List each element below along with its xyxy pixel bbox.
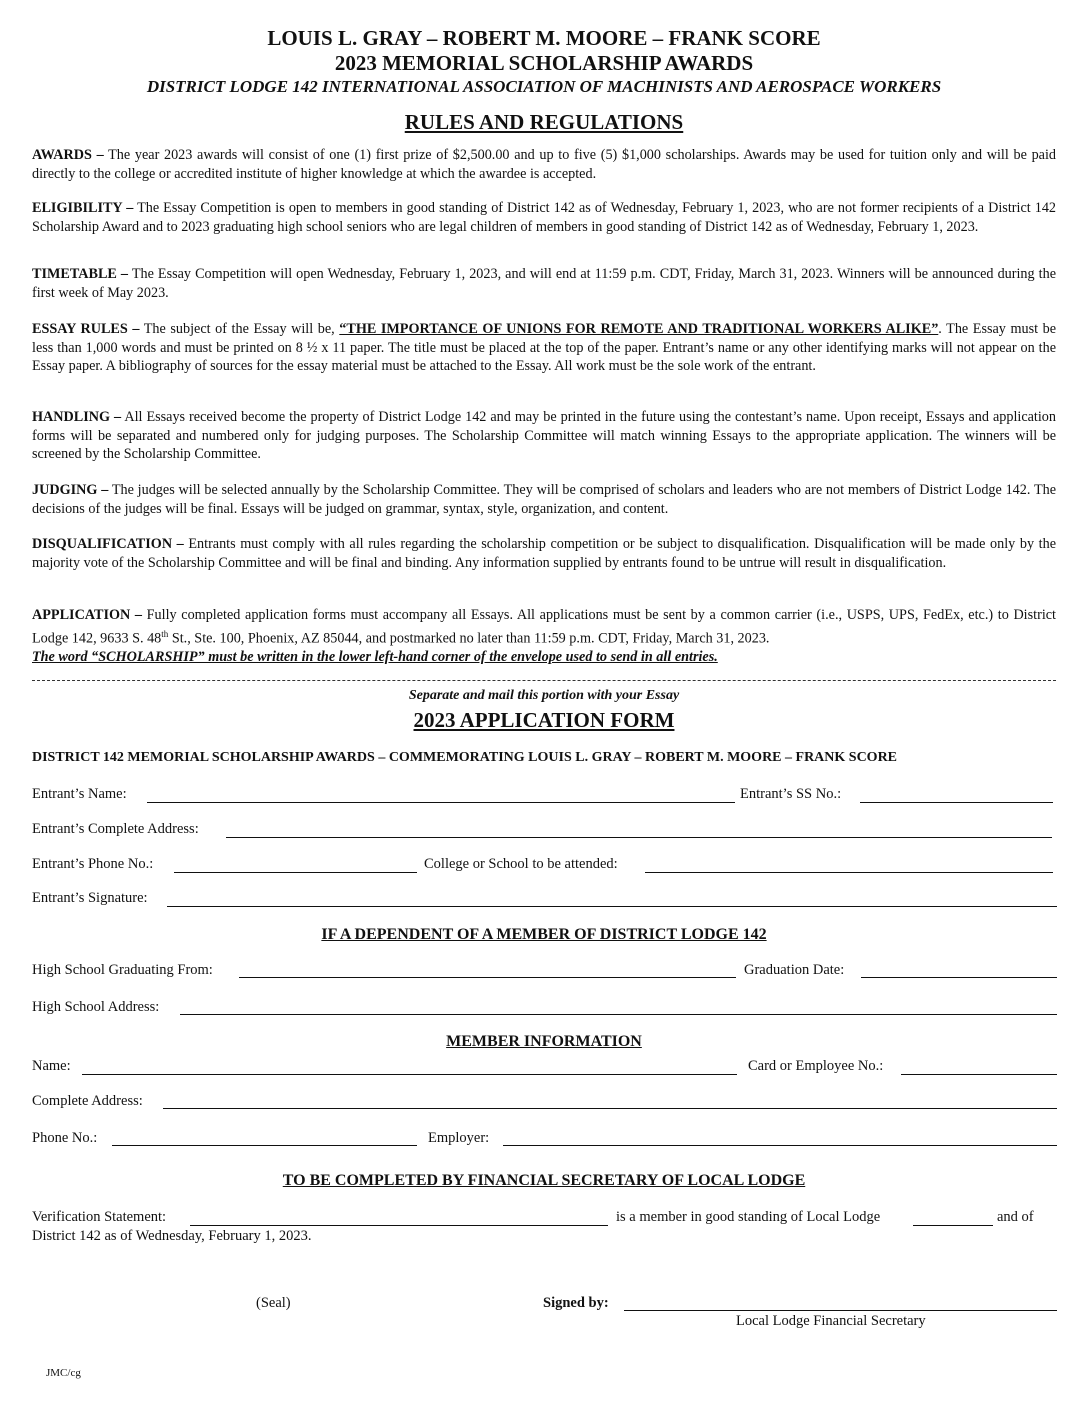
college-field[interactable] [645, 872, 1053, 873]
essay-subject: “THE IMPORTANCE OF UNIONS FOR REMOTE AND TRADITIONAL WORKERS ALIKE” [339, 321, 939, 337]
rule-text: . The Essay must be less than 1,000 words and must be printed on 8 ½ x 11 paper. The title must be placed at the top of the paper. Entrant’s name or any other identifying marks will not appear on the Essay paper. A bibliography of sources for the essay material must be attached to the Essay. All work must be the sole work of the entrant. [32, 321, 1057, 375]
application-form-subtitle: DISTRICT 142 MEMORIAL SCHOLARSHIP AWARDS – COMMEMORATING LOUIS L. GRAY – ROBERT M. MOORE – FRANK SCORE [32, 750, 898, 765]
rule-label: AWARDS – [32, 147, 104, 163]
rule-text: The judges will be selected annually by the Scholarship Committee. They will be comprised of scholars and leaders who are not members of District Lodge 142. The decisions of the judges will be final. Essays will be judged on grammar, syntax, style, organization, and content. [32, 482, 1056, 517]
rule-label: DISQUALIFICATION – [32, 536, 184, 552]
dependent-heading: IF A DEPENDENT OF A MEMBER OF DISTRICT LODGE 142 [321, 926, 767, 943]
rule-label: TIMETABLE – [32, 266, 129, 282]
local-lodge-field[interactable] [913, 1225, 993, 1226]
rule-label: ESSAY RULES – [32, 321, 140, 337]
hs-address-field[interactable] [180, 1014, 1057, 1015]
entrant-ss-label: Entrant’s SS No.: [740, 786, 842, 802]
hs-from-field[interactable] [239, 977, 736, 978]
member-phone-field[interactable] [112, 1145, 417, 1146]
entrant-name-label: Entrant’s Name: [32, 786, 127, 802]
financial-secretary-heading: TO BE COMPLETED BY FINANCIAL SECRETARY OF LOCAL LODGE [282, 1172, 806, 1189]
header-names: LOUIS L. GRAY – ROBERT M. MOORE – FRANK SCORE [267, 26, 821, 50]
rule-eligibility [32, 199, 1056, 236]
member-address-label: Complete Address: [32, 1093, 143, 1109]
rules-title: RULES AND REGULATIONS [404, 110, 684, 134]
rule-awards [32, 146, 1056, 183]
card-no-label: Card or Employee No.: [748, 1058, 884, 1074]
separate-note: Separate and mail this portion with your Essay [408, 688, 680, 703]
rule-label: ELIGIBILITY – [32, 200, 134, 216]
rule-timetable [32, 265, 1056, 302]
entrant-phone-label: Entrant’s Phone No.: [32, 856, 154, 872]
entrant-signature-label: Entrant’s Signature: [32, 890, 148, 906]
rule-label: HANDLING – [32, 409, 122, 425]
superscript: th [161, 628, 169, 639]
member-name-label: Name: [32, 1058, 71, 1074]
verification-label: Verification Statement: [32, 1209, 167, 1225]
employer-field[interactable] [503, 1145, 1057, 1146]
and-of-text: and of [997, 1209, 1034, 1225]
rule-text: The subject of the Essay will be, [139, 321, 340, 337]
entrant-phone-field[interactable] [174, 872, 417, 873]
entrant-ss-field[interactable] [860, 802, 1053, 803]
rule-judging [32, 481, 1056, 518]
signed-by-label: Signed by: [543, 1295, 609, 1311]
rule-label: APPLICATION – [32, 607, 143, 623]
application-form-title: 2023 APPLICATION FORM [413, 708, 675, 732]
entrant-address-label: Entrant’s Complete Address: [32, 821, 199, 837]
rule-essay [32, 320, 1056, 376]
entrant-signature-field[interactable] [167, 906, 1057, 907]
member-phone-label: Phone No.: [32, 1130, 98, 1146]
signature-field[interactable] [624, 1310, 1057, 1311]
cut-line-divider [32, 680, 1056, 681]
envelope-note: The word “SCHOLARSHIP” must be written in the lower left-hand corner of the envelope used to send in all entries. [32, 648, 718, 665]
rule-application [32, 606, 1056, 667]
employer-label: Employer: [428, 1130, 490, 1146]
entrant-address-field[interactable] [226, 837, 1052, 838]
entrant-name-field[interactable] [147, 802, 735, 803]
signer-title: Local Lodge Financial Secretary [736, 1313, 926, 1329]
rule-text: Fully completed application forms must accompany all Essays. All applications must be sent by a common carrier (i.e., USPS, UPS, FedEx, etc.) to District Lodge 142, 9633 S. 48 [32, 607, 1056, 647]
rule-handling [32, 408, 1056, 464]
college-label: College or School to be attended: [424, 856, 618, 872]
member-address-field[interactable] [163, 1108, 1057, 1109]
verification-name-field[interactable] [190, 1225, 608, 1226]
hs-from-label: High School Graduating From: [32, 962, 213, 978]
district-date-text: District 142 as of Wednesday, February 1, 2023. [32, 1228, 312, 1244]
header-organization: DISTRICT LODGE 142 INTERNATIONAL ASSOCIATION OF MACHINISTS AND AEROSPACE WORKERS [146, 77, 942, 96]
member-name-field[interactable] [82, 1074, 737, 1075]
member-heading: MEMBER INFORMATION [446, 1033, 642, 1050]
rule-text: The year 2023 awards will consist of one (1) first prize of $2,500.00 and up to five (5) $1,000 scholarships. Awards may be used for tuition only and will be paid directly to the college or accredited institute of higher knowledge at which the awardee is accepted. [32, 147, 1056, 182]
header-awards-title: 2023 MEMORIAL SCHOLARSHIP AWARDS [334, 51, 754, 75]
grad-date-field[interactable] [861, 977, 1057, 978]
seal-label: (Seal) [256, 1295, 291, 1311]
rule-label: JUDGING – [32, 482, 109, 498]
footer-initials: JMC/cg [46, 1367, 81, 1379]
rule-text: All Essays received become the property of District Lodge 142 and may be printed in the future using the contestant’s name. Upon receipt, Essays and application forms will be separated and numbered only for judging purposes. The Scholarship Committee will match winning Essays to the appropriate application. The winners will be screened by the Scholarship Committee. [32, 409, 1056, 463]
rule-text: The Essay Competition is open to members in good standing of District 142 as of Wednesday, February 1, 2023, who are not former recipients of a District 142 Scholarship Award and to 2023 graduating high school seniors who are legal children of members in good standing of District 142 as of Wednesday, February 1, 2023. [32, 200, 1057, 235]
rule-text: St., Ste. 100, Phoenix, AZ 85044, and postmarked no later than 11:59 p.m. CDT, Friday, March 31, 2023. [168, 630, 770, 647]
member-standing-text: is a member in good standing of Local Lodge [616, 1209, 881, 1225]
grad-date-label: Graduation Date: [744, 962, 845, 978]
rule-text: The Essay Competition will open Wednesday, February 1, 2023, and will end at 11:59 p.m. CDT, Friday, March 31, 2023. Winners will be announced during the first week of May 2023. [32, 266, 1056, 301]
rule-text: Entrants must comply with all rules regarding the scholarship competition or be subject to disqualification. Disqualification will be made only by the majority vote of the Scholarship Committee and will be final and binding. Any information supplied by entrants found to be untrue will result in disqualification. [32, 536, 1056, 571]
rule-disqualification [32, 535, 1056, 572]
card-no-field[interactable] [901, 1074, 1057, 1075]
hs-address-label: High School Address: [32, 999, 160, 1015]
